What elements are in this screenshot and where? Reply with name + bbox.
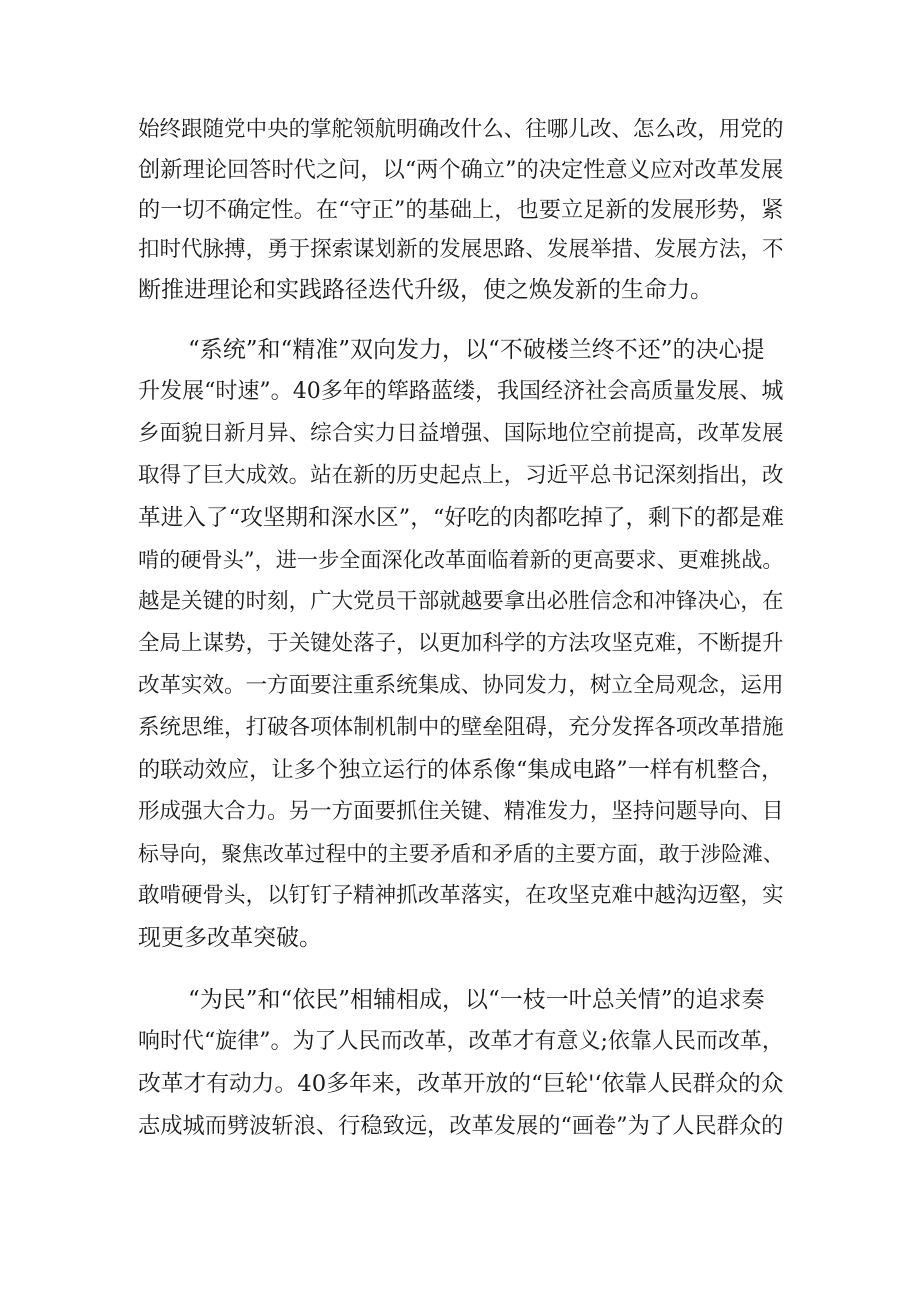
text-line: 标导向，聚焦改革过程中的主要矛盾和矛盾的主要方面，敢于涉险滩、 <box>138 842 784 866</box>
text-line: 创新理论回答时代之问，以“两个确立”的决定性意义应对改革发展 <box>138 157 784 183</box>
text-line: 革进入了“攻坚期和深水区”，“好吃的肉都吃掉了，剩下的都是难 <box>138 505 785 531</box>
text-line: 啃的硬骨头”，进一步全面深化改革面临着新的更高要求、更难挑战。 <box>138 547 784 572</box>
text-line: 系统思维，打破各项体制机制中的壁垒阻碍，充分发挥各项改革措施 <box>138 715 784 740</box>
text-line: 的联动效应，让多个独立运行的体系像“集成电路”一样有机整合， <box>138 757 784 783</box>
text-line: 断推进理论和实践路径迭代升级，使之焕发新的生命力。 <box>138 277 713 303</box>
text-line: 升发展“时速”。40多年的筚路蓝缕，我国经济社会高质量发展、城 <box>138 379 784 404</box>
text-line: 改革才有动力。40多年来，改革开放的“巨轮'‘依靠人民群众的众 <box>138 1071 784 1097</box>
text-line: 敢啃硬骨头，以钉钉子精神抓改革落实，在攻坚克难中越沟迈壑，实 <box>138 883 784 908</box>
text-line: 的一切不确定性。在“守正”的基础上，也要立足新的发展形势，紧 <box>138 197 784 223</box>
text-line: 取得了巨大成效。站在新的历史起点上，习近平总书记深刻指出，改 <box>138 463 784 488</box>
text-line: 改革实效。一方面要注重系统集成、协同发力，树立全局观念，运用 <box>138 673 784 698</box>
text-line: 志成城而劈波斩浪、行稳致远，改革发展的“画卷”为了人民群众的 <box>138 1113 784 1139</box>
text-line: 现更多改革突破。 <box>138 925 322 951</box>
text-line: 响时代“旋律”。为了人民而改革，改革才有意义;依靠人民而改革， <box>138 1029 784 1054</box>
text-line: “为民”和“依民”相辅相成，以“一枝一叶总关情”的追求奏 <box>188 987 765 1013</box>
text-line: “系统”和“精准”双向发力，以“不破楼兰终不还”的决心提 <box>188 337 765 363</box>
text-line: 始终跟随党中央的掌舵领航明确改什么、往哪儿改、怎么改，用党的 <box>138 117 784 142</box>
text-line: 越是关键的时刻，广大党员干部就越要拿出必胜信念和冲锋决心，在 <box>138 589 784 614</box>
text-line: 乡面貌日新月异、综合实力日益增强、国际地位空前提高，改革发展 <box>138 421 784 446</box>
text-line: 形成强大合力。另一方面要抓住关键、精准发力，坚持问题导向、目 <box>138 799 784 824</box>
text-line: 全局上谋势，于关键处落子，以更加科学的方法攻坚克难，不断提升 <box>138 631 784 656</box>
text-line: 扣时代脉搏，勇于探索谋划新的发展思路、发展举措、发展方法，不 <box>138 237 784 262</box>
